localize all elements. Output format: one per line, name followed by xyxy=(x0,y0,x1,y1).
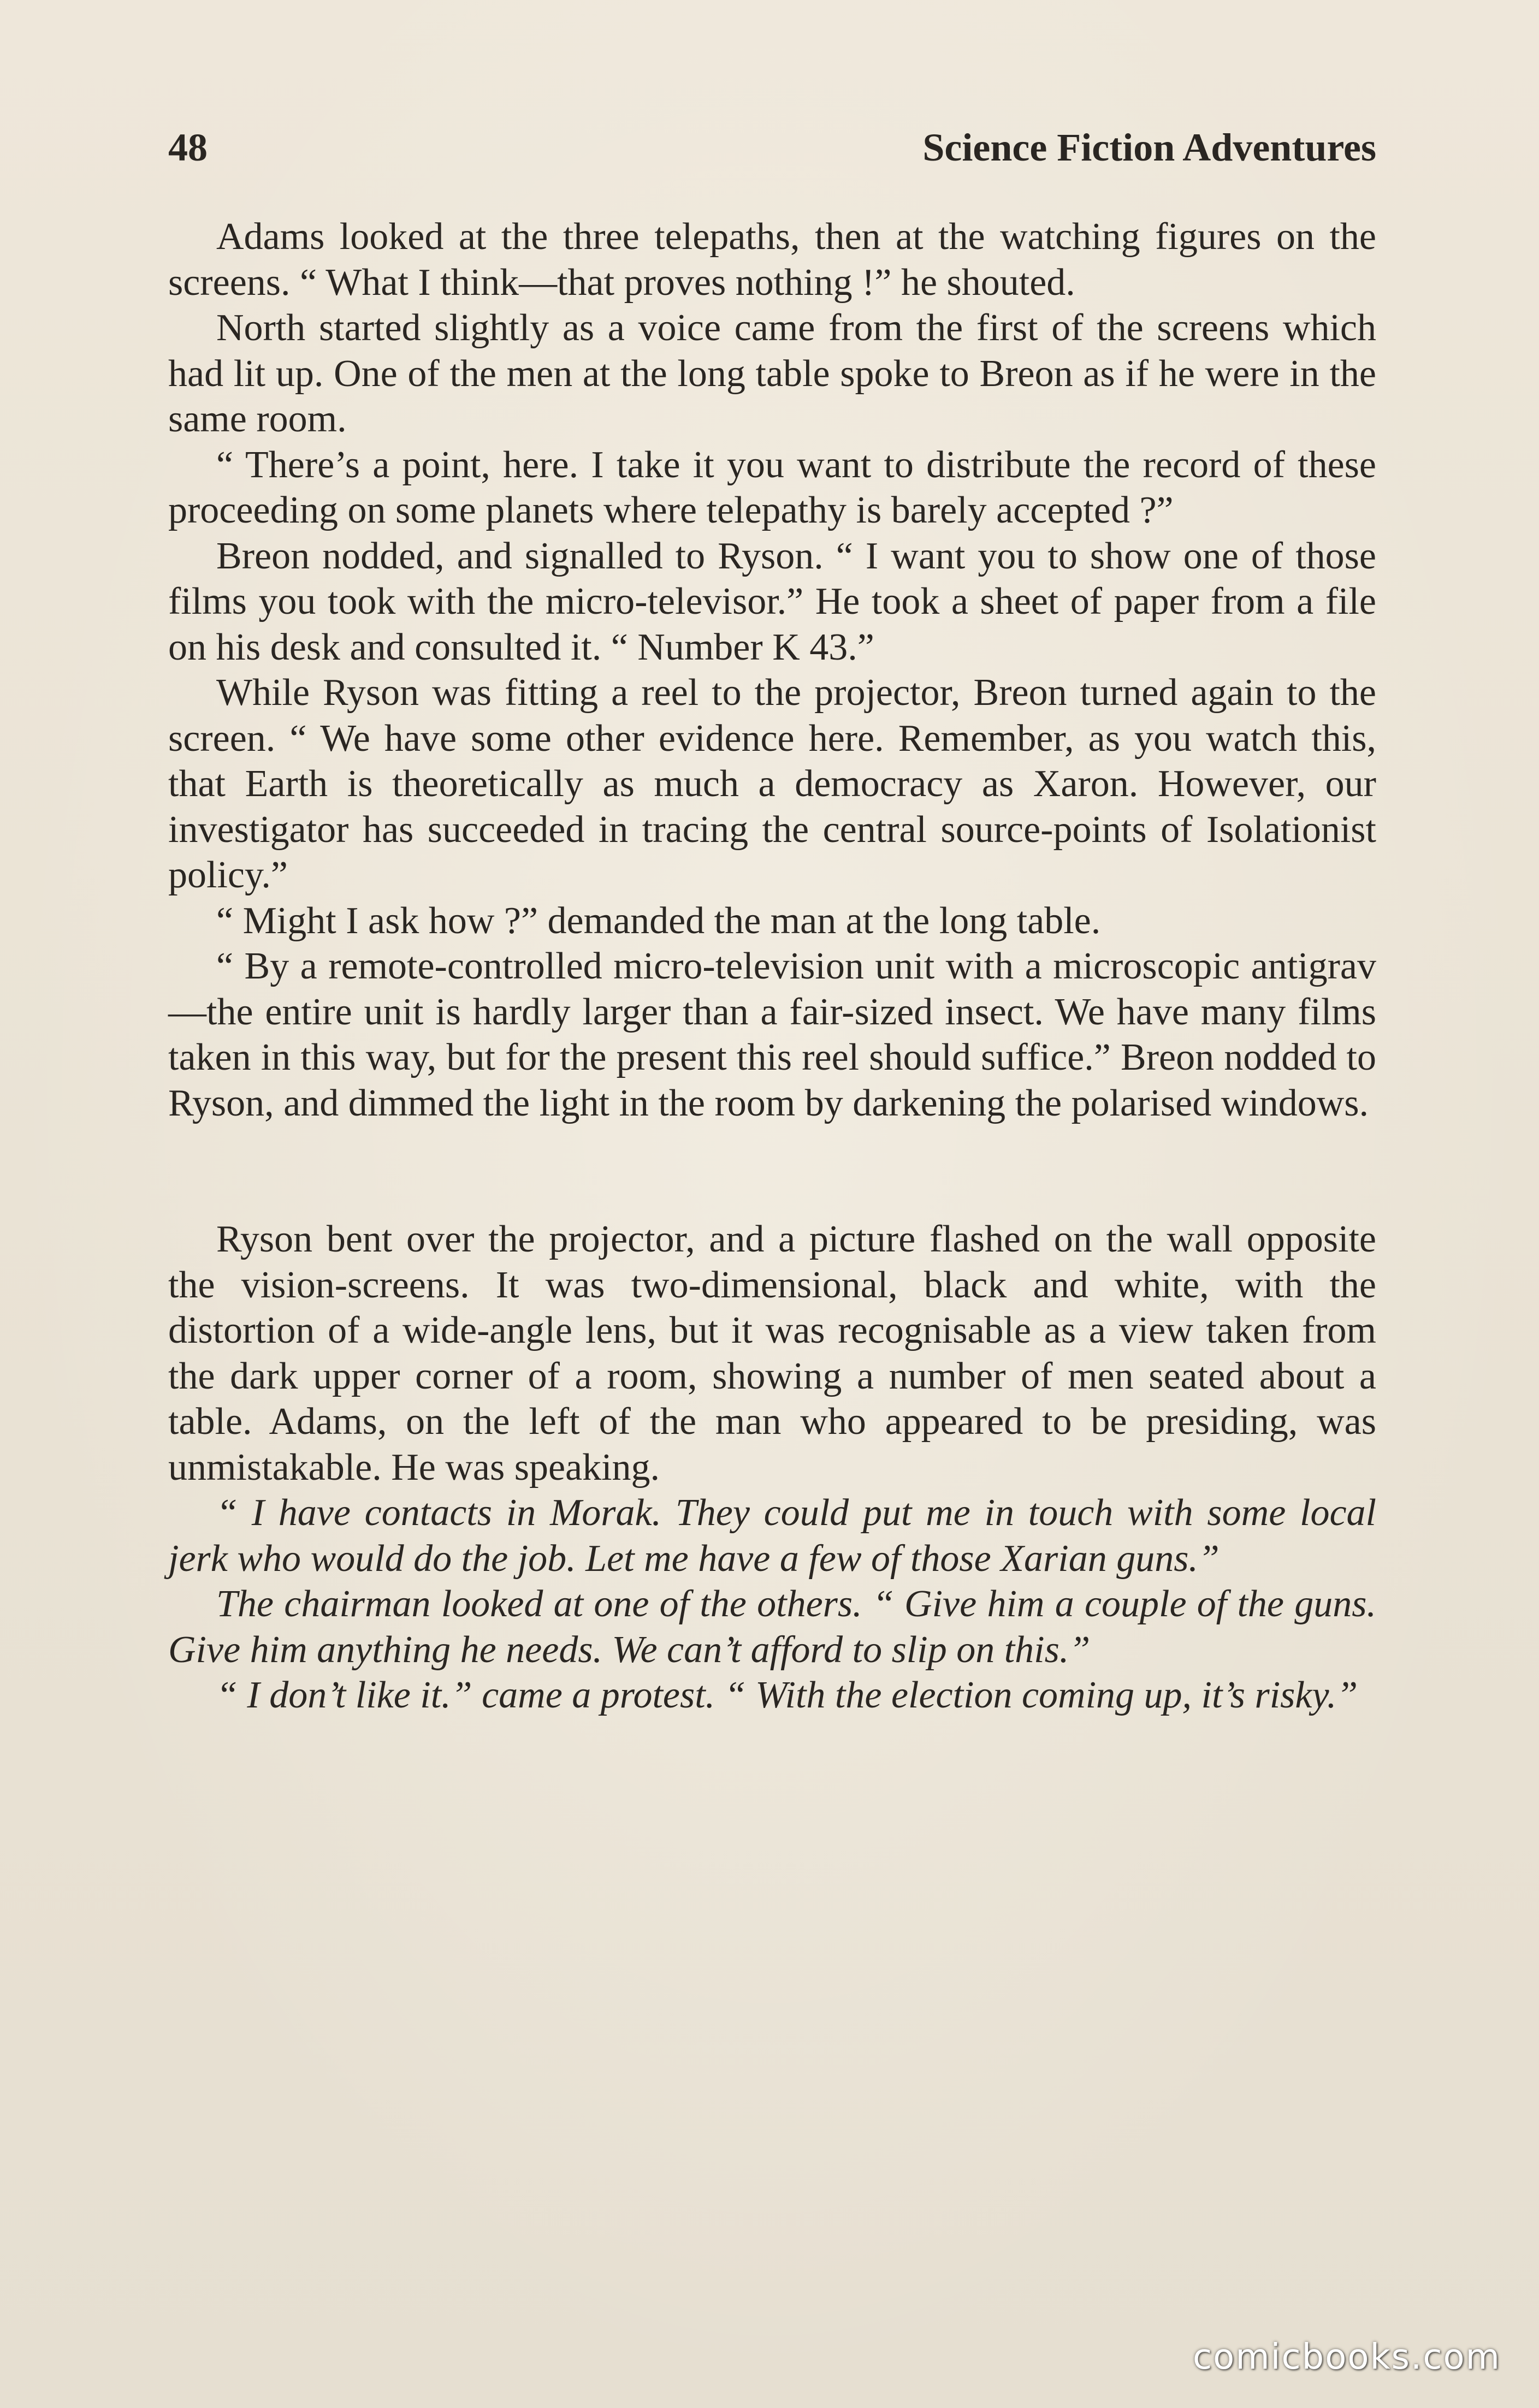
paragraph: North started slightly as a voice came from the first of the screens which had lit up. One of the men at the long table spoke to Breon as if he were in the same room. xyxy=(168,307,1376,440)
italic-paragraph: “ I don’t like it.” came a protest. “ With the election coming up, it’s risky.” xyxy=(216,1674,1358,1716)
page-number: 48 xyxy=(168,126,208,169)
paragraph: Ryson bent over the projector, and a picture flashed on the wall opposite the vision-screens. It was two-dimensional, black and white, with the distortion of a wide-angle lens, but it was recognisable as a view taken from the dark upper corner of a room, showing a number of men seated about a table. Adams, on the left of the man who appeared to be presiding, was unmistakable. He was speaking. xyxy=(168,1218,1376,1488)
watermark-logo: comicbooks.com xyxy=(1192,2337,1501,2377)
paragraph: While Ryson was fitting a reel to the projector, Breon turned again to the screen. “ We have some other evidence here. Remember, as you watch this, that Earth is theoretically as much a democracy as Xaron. However, our investigator has succeeded in tracing the central source-points of Isolationist policy.” xyxy=(168,672,1376,896)
body-text xyxy=(168,214,1376,1718)
paragraph: “ There’s a point, here. I take it you want to distribute the record of these proceeding on some planets where telepathy is barely accepted ?” xyxy=(168,443,1376,531)
paragraph: Adams looked at the three telepaths, then at the watching figures on the screens. “ What I think—that proves nothing !” he shouted. xyxy=(168,216,1376,304)
running-head xyxy=(168,123,1376,172)
italic-paragraph: “ I have contacts in Morak. They could put me in touch with some local jerk who would do the job. Let me have a few of those Xarian guns.” xyxy=(168,1492,1376,1580)
section-break xyxy=(168,1126,1376,1217)
italic-paragraph: The chairman looked at one of the others. “ Give him a couple of the guns. Give him anything he needs. We can’t afford to slip on this.” xyxy=(168,1583,1376,1671)
paragraph: Breon nodded, and signalled to Ryson. “ I want you to show one of those films you took with the micro-televisor.” He took a sheet of paper from a file on his desk and consulted it. “ Number K 43.” xyxy=(168,535,1376,668)
paragraph: “ Might I ask how ?” demanded the man at the long table. xyxy=(216,899,1101,942)
paragraph: “ By a remote-controlled micro-television unit with a microscopic antigrav—the entire unit is hardly larger than a fair-sized insect. We have many films taken in this way, but for the present this reel should suffice.” Breon nodded to Ryson, and dimmed the light in the room by darkening the polarised windows. xyxy=(168,945,1376,1124)
running-title: Science Fiction Adventures xyxy=(922,126,1376,169)
